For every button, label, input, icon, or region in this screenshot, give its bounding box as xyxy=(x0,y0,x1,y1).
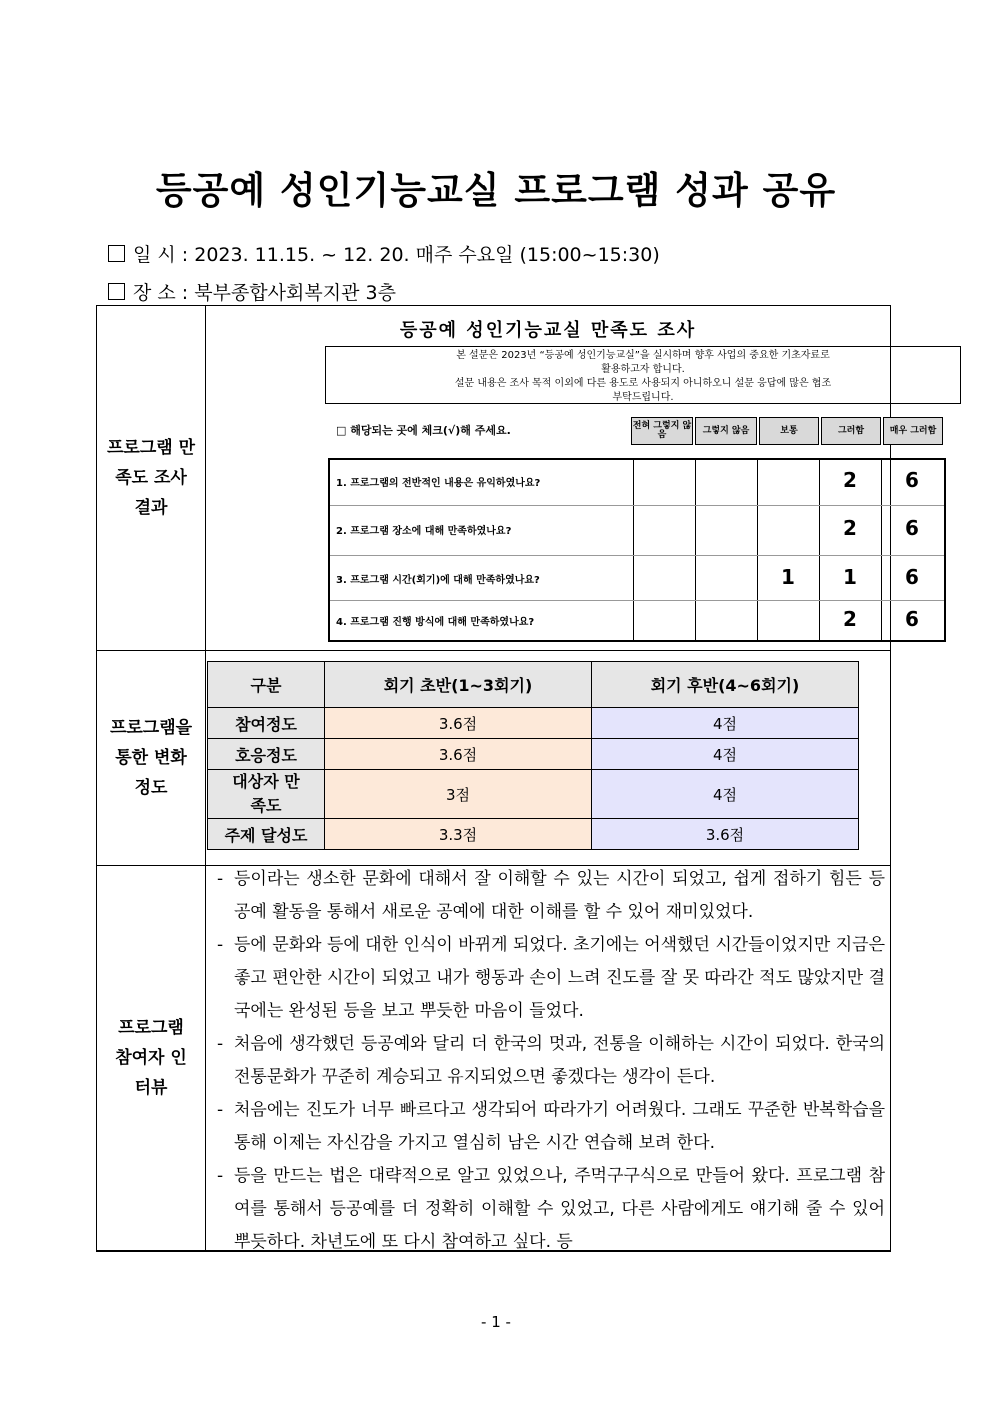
survey-question: 3. 프로그램 시간(회기)에 대해 만족하였나요? xyxy=(336,575,540,586)
list-item: - 처음에는 진도가 너무 빠르다고 생각되어 따라가기 어려웠다. 그래도 꾸준한 반복학습을 통해 이제는 자신감을 가지고 열심히 남은 시간 연습해 보려 한다. xyxy=(217,1100,885,1153)
survey-instruction: □ 해당되는 곳에 체크(√)해 주세요. xyxy=(336,424,511,437)
survey-question: 4. 프로그램 진행 방식에 대해 만족하였나요? xyxy=(336,617,535,628)
count-strongly-agree: 6 xyxy=(905,516,919,540)
survey-title: 등공예 성인기능교실 만족도 조사 xyxy=(399,320,697,341)
checkbox-square-icon xyxy=(108,283,125,300)
col-header-late: 회기 후반(4~6회기) xyxy=(592,662,859,708)
list-item: - 처음에 생각했던 등공예와 달리 더 한국의 멋과, 전통을 이해하는 시간이 되었다. 한국의 전통문화가 꾸준히 계승되고 유지되었으면 좋겠다는 생각이 든다. xyxy=(217,1034,885,1087)
count-strongly-agree: 6 xyxy=(905,607,919,631)
interview-list xyxy=(217,863,885,1259)
count-strongly-agree: 6 xyxy=(905,565,919,589)
table-row: 호응정도 3.6점 4점 xyxy=(208,739,859,770)
count-agree: 2 xyxy=(843,607,857,631)
info-place xyxy=(108,278,396,305)
survey-form xyxy=(206,306,937,650)
list-item: - 등에 문화와 등에 대한 인식이 바뀌게 되었다. 초기에는 어색했던 시간들이었지만 지금은 좋고 편안한 시간이 되었고 내가 행동과 손이 느려 진도를 잘 못 따라간 적도 많았지만 결국에는 완성된 등을 보고 뿌듯한 마음이 들었다. xyxy=(217,935,885,1021)
interview-section-label: 프로그램 참여자 인터뷰 xyxy=(97,866,206,1250)
header-strongly-agree: 매우 그러함 xyxy=(883,417,943,445)
table-row: 참여정도 3.6점 4점 xyxy=(208,708,859,739)
header-strongly-disagree: 전혀 그렇지 않음 xyxy=(631,417,693,445)
page-title: 등공예 성인기능교실 프로그램 성과 공유 xyxy=(155,169,837,212)
checkbox-square-icon xyxy=(108,245,125,262)
date-value: 2023. 11.15. ~ 12. 20. 매주 수요일 (15:00~15:30) xyxy=(194,244,660,266)
header-disagree: 그렇지 않음 xyxy=(695,417,757,445)
change-table xyxy=(207,661,859,850)
survey-notice: 본 설문은 2023년 “등공예 성인기능교실”을 실시하며 향후 사업의 중요한 기초자료로 활용하고자 합니다. 설문 내용은 조사 목적 이외에 다른 용도로 사용되지 아니하오니 설문 응답에 많은 협조 부탁드립니다. xyxy=(325,346,961,404)
count-agree: 2 xyxy=(843,468,857,492)
date-label: 일 시 : xyxy=(133,244,189,266)
change-section-label: 프로그램을 통한 변화 정도 xyxy=(97,651,206,865)
count-strongly-agree: 6 xyxy=(905,468,919,492)
divider xyxy=(97,650,890,651)
header-agree: 그러함 xyxy=(821,417,881,445)
col-header-early: 회기 초반(1~3회기) xyxy=(325,662,592,708)
list-item: - 등이라는 생소한 문화에 대해서 잘 이해할 수 있는 시간이 되었고, 쉽게 접하기 힘든 등 공예 활동을 통해서 새로운 공예에 대한 이해를 할 수 있어 재미있었다. xyxy=(217,869,885,922)
place-label: 장 소 : xyxy=(133,282,189,304)
survey-question: 2. 프로그램 장소에 대해 만족하였나요? xyxy=(336,526,512,537)
count-agree: 2 xyxy=(843,516,857,540)
survey-section-label: 프로그램 만족도 조사 결과 xyxy=(97,306,206,650)
list-item: - 등을 만드는 법은 대략적으로 알고 있었으나, 주먹구구식으로 만들어 왔다. 프로그램 참여를 통해서 등공예를 더 정확히 이해할 수 있었고, 다른 사람에게도 얘기해 줄 수 있어 뿌듯하다. 차년도에 또 다시 참여하고 싶다. 등 xyxy=(217,1166,885,1252)
info-date xyxy=(108,240,660,267)
page-number: - 1 - xyxy=(481,1313,511,1331)
results-table xyxy=(96,305,937,1252)
header-neutral: 보통 xyxy=(759,417,819,445)
survey-grid xyxy=(328,458,946,642)
table-row: 주제 달성도 3.3점 3.6점 xyxy=(208,819,859,850)
place-value: 북부종합사회복지관 3층 xyxy=(194,282,396,304)
count-neutral: 1 xyxy=(781,565,795,589)
count-agree: 1 xyxy=(843,565,857,589)
table-row: 대상자 만족도 3점 4점 xyxy=(208,770,859,819)
col-header-category: 구분 xyxy=(208,662,325,708)
survey-question: 1. 프로그램의 전반적인 내용은 유익하였나요? xyxy=(336,478,541,489)
